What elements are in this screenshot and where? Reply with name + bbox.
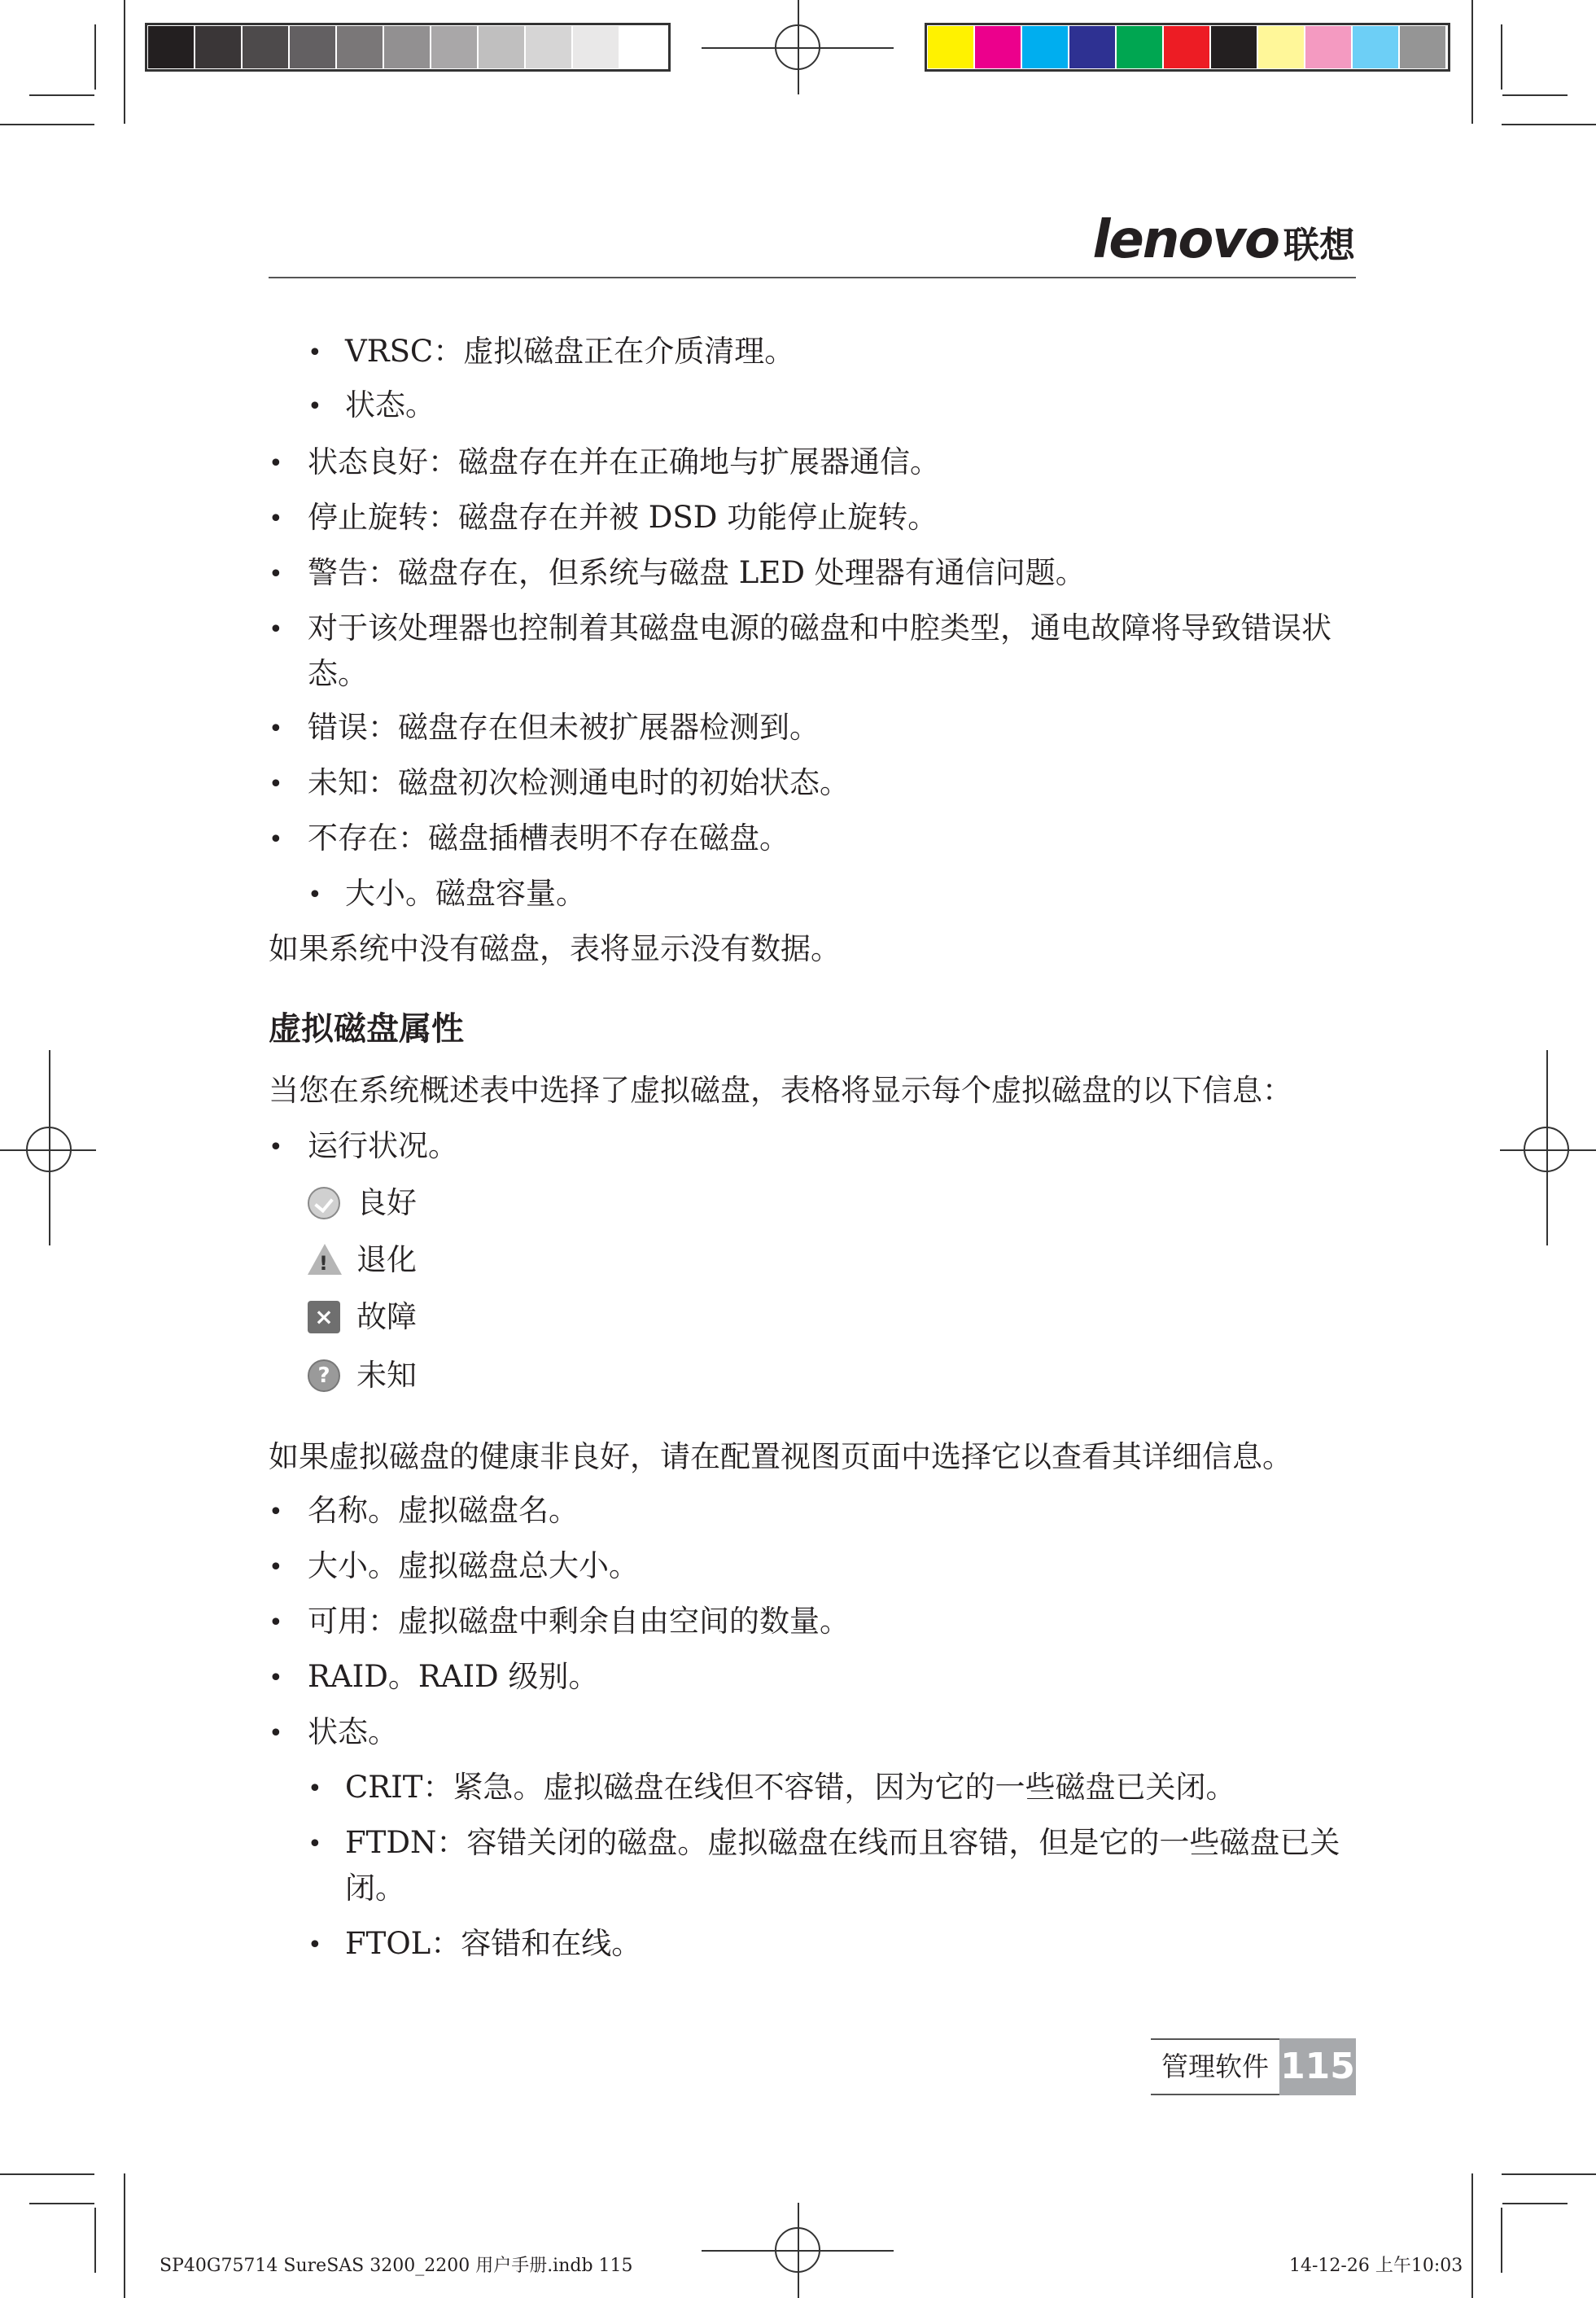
page-number: 115 [1279,2038,1356,2095]
print-file-info: SP40G75714 SureSAS 3200_2200 用户手册.indb 115 [160,2256,633,2276]
list-item: 状态。 [308,1714,398,1749]
page-footer [1151,2038,1356,2095]
list-item: 可用：虚拟磁盘中剩余自由空间的数量。 [308,1604,850,1639]
bullet: • [269,615,283,644]
bullet: • [269,1133,283,1162]
bullet: • [269,1719,283,1748]
bullet: • [269,1498,283,1526]
bullet: • [308,1931,322,1959]
bullet: • [269,1553,283,1582]
logo-brand: lenovo [1092,210,1279,270]
paragraph: 如果系统中没有磁盘，表将显示没有数据。 [269,931,841,966]
bullet: • [308,1775,322,1803]
bullet: • [269,770,283,799]
list-item: 错误：磁盘存在但未被扩展器检测到。 [308,710,820,745]
check-circle-icon [308,1187,340,1219]
list-item: 警告：磁盘存在，但系统与磁盘 LED 处理器有通信问题。 [308,555,1086,590]
list-item: VRSC：虚拟磁盘正在介质清理。 [345,334,795,369]
list-item: RAID。RAID 级别。 [308,1659,599,1694]
bullet: • [308,1830,322,1858]
paragraph: 当您在系统概述表中选择了虚拟磁盘，表格将显示每个虚拟磁盘的以下信息： [269,1073,1292,1108]
header-rule [269,277,1356,278]
bullet: • [269,449,283,478]
bullet: • [269,1609,283,1637]
list-item: 对于该处理器也控制着其磁盘电源的磁盘和中腔类型，通电故障将导致错误状 [308,611,1331,646]
bullet: • [308,392,322,421]
health-label-degraded: 退化 [356,1242,417,1277]
bullet: • [308,339,322,367]
list-item: 大小。磁盘容量。 [345,876,586,911]
list-item: 未知：磁盘初次检测通电时的初始状态。 [308,765,850,800]
logo-brand-cn: 联想 [1283,225,1355,266]
list-item: FTOL：容错和在线。 [345,1926,642,1961]
lenovo-logo [1092,210,1355,270]
list-item: 大小。虚拟磁盘总大小。 [308,1548,639,1583]
section-heading: 虚拟磁盘属性 [269,1010,464,1048]
health-label-unknown: 未知 [356,1358,417,1393]
list-item: 运行状况。 [308,1128,458,1163]
x-box-icon: × [308,1301,340,1333]
footer-section-label: 管理软件 [1151,2038,1279,2095]
list-item: 名称。虚拟磁盘名。 [308,1493,579,1528]
paragraph: 如果虚拟磁盘的健康非良好，请在配置视图页面中选择它以查看其详细信息。 [269,1439,1292,1474]
list-item-continued: 态。 [308,656,368,691]
print-date: 14-12-26 上午10:03 [1289,2256,1463,2276]
health-label-good: 良好 [356,1185,417,1220]
bullet: • [269,1664,283,1692]
list-item: 状态良好：磁盘存在并在正确地与扩展器通信。 [308,444,940,479]
list-item-continued: 闭。 [345,1871,405,1906]
bullet: • [308,881,322,909]
bullet: • [269,505,283,533]
health-label-fault: 故障 [356,1299,417,1334]
bullet: • [269,825,283,854]
list-item: 停止旋转：磁盘存在并被 DSD 功能停止旋转。 [308,500,938,535]
list-item: 状态。 [345,387,435,422]
list-item: CRIT：紧急。虚拟磁盘在线但不容错，因为它的一些磁盘已关闭。 [345,1770,1236,1805]
list-item: FTDN：容错关闭的磁盘。虚拟磁盘在线而且容错，但是它的一些磁盘已关 [345,1825,1340,1860]
list-item: 不存在：磁盘插槽表明不存在磁盘。 [308,821,789,856]
bullet: • [269,560,283,589]
question-circle-icon: ? [308,1359,340,1392]
bullet: • [269,715,283,743]
